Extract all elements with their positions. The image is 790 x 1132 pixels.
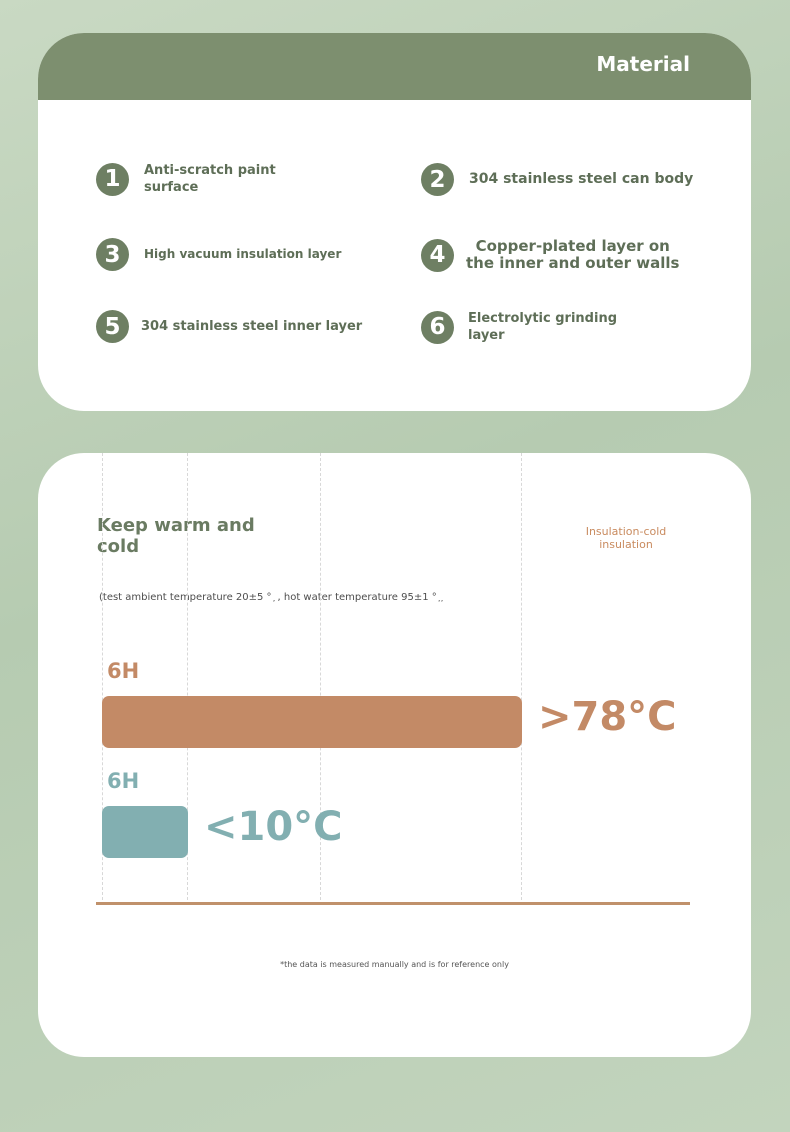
value-label-cold: <10°C (204, 804, 343, 850)
material-header (38, 33, 751, 100)
feature-label: 304 stainless steel can body (469, 171, 694, 187)
duration-label-warm: 6H (107, 659, 140, 683)
feature-label: Anti-scratch paint surface (144, 163, 276, 195)
feature-label: Electrolytic grinding layer (468, 311, 617, 343)
test-conditions-note: (test ambient temperature 20±5 ° ᷊ , hot water temperature 95±1 ° ᷊ ᷊ (99, 592, 443, 603)
gridline (521, 453, 522, 905)
number-badge: 5 (96, 310, 129, 343)
number-badge: 2 (421, 163, 454, 196)
duration-label-cold: 6H (107, 769, 140, 793)
feature-item-2 (421, 163, 693, 196)
value-label-warm: >78°C (538, 694, 677, 740)
x-axis-line (96, 902, 690, 905)
bar-warm (102, 696, 522, 748)
number-badge: 1 (96, 163, 129, 196)
feature-item-4 (421, 238, 679, 272)
feature-label: High vacuum insulation layer (144, 247, 342, 261)
footnote: *the data is measured manually and is for reference only (280, 960, 509, 969)
material-title: Material (596, 52, 690, 76)
insulation-title: Keep warm and cold (97, 515, 255, 557)
bar-cold (102, 806, 188, 858)
feature-item-1 (96, 162, 276, 196)
feature-label: Copper-plated layer on the inner and outer walls (466, 237, 680, 272)
number-badge: 3 (96, 238, 129, 271)
feature-label: 304 stainless steel inner layer (141, 319, 363, 334)
material-card (38, 33, 751, 411)
insulation-tag: Insulation-cold insulation (585, 525, 667, 551)
feature-item-6 (421, 310, 617, 344)
number-badge: 4 (421, 239, 454, 272)
feature-item-5 (96, 310, 362, 343)
number-badge: 6 (421, 311, 454, 344)
feature-item-3 (96, 238, 341, 271)
insulation-card (38, 453, 751, 1057)
